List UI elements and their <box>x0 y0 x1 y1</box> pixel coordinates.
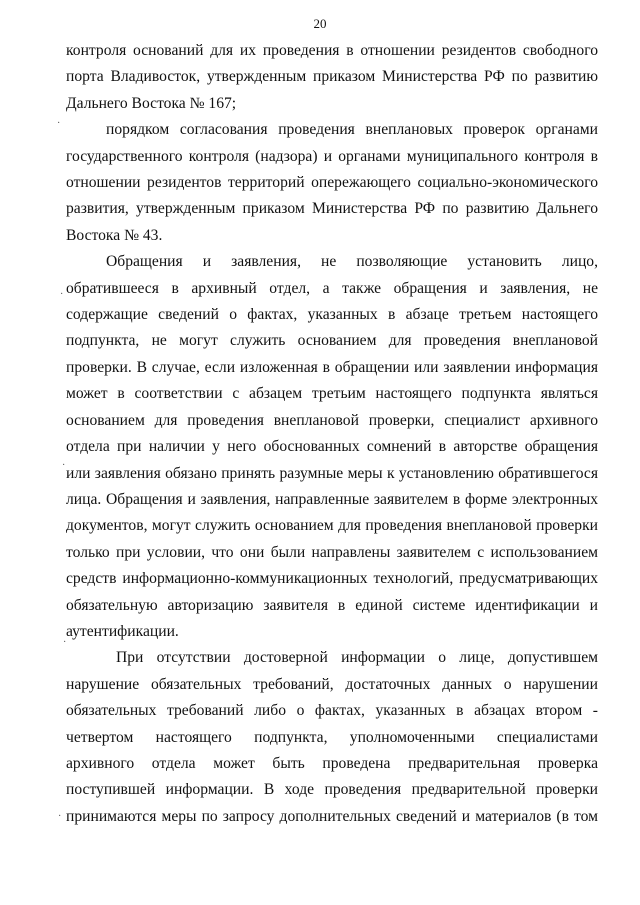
text-line: только при условии, что они были направлены заявителем с использованием <box>66 543 598 561</box>
text-line: отдела при наличии у него обоснованных сомнений в авторстве обращения <box>66 438 598 456</box>
scan-speck: · <box>58 811 62 822</box>
text-line: подпункта, не могут служить основанием для проведения внеплановой <box>66 332 598 350</box>
text-line: нарушение обязательных требований, достаточных данных о нарушении <box>66 675 598 693</box>
text-line: Дальнего Востока № 167; <box>66 94 237 112</box>
text-line: развития, утвержденным приказом Министерства РФ по развитию Дальнего <box>66 200 598 218</box>
paragraph-1 <box>66 38 598 117</box>
text-line: контроля оснований для их проведения в отношении резидентов свободного <box>66 42 598 59</box>
text-line: аутентификации. <box>66 622 179 640</box>
text-line: обязательную авторизацию заявителя в единой системе идентификации и <box>66 596 598 614</box>
text-line: содержащие сведений о фактах, указанных в абзаце третьем настоящего <box>66 306 598 324</box>
text-line: может в соответствии с абзацем третьим настоящего подпункта являться <box>66 385 598 403</box>
paragraph-3 <box>66 249 598 645</box>
text-line: четвертом настоящего подпункта, уполномоченными специалистами <box>66 728 598 746</box>
scan-speck: · <box>63 637 67 648</box>
text-line: проверки. В случае, если изложенная в обращении или заявлении информация <box>66 358 598 376</box>
document-body <box>66 38 598 830</box>
text-line: обратившееся в архивный отдел, а также обращения и заявления, не <box>66 279 598 297</box>
text-line: отношении резидентов территорий опережающего социально-экономического <box>66 174 598 192</box>
text-line: документов, могут служить основанием для проведения внеплановой проверки <box>66 517 598 535</box>
text-line: поступившей информации. В ходе проведения предварительной проверки <box>66 781 598 799</box>
text-line: При отсутствии достоверной информации о лице, допустившем <box>116 649 598 667</box>
paragraph-2 <box>66 117 598 249</box>
text-line: или заявления обязано принять разумные меры к установлению обратившегося <box>66 464 598 482</box>
text-line: основанием для проведения внеплановой проверки, специалист архивного <box>66 411 598 429</box>
text-line: порядком согласования проведения внеплановых проверок органами <box>106 121 598 139</box>
text-line: Востока № 43. <box>66 226 163 244</box>
scan-speck: · <box>62 460 66 471</box>
text-line: государственного контроля (надзора) и органами муниципального контроля в <box>66 147 598 165</box>
text-line: обязательных требований либо о фактах, указанных в абзацах втором - <box>66 702 598 720</box>
text-line: архивного отдела может быть проведена предварительная проверка <box>66 754 598 772</box>
text-line: лица. Обращения и заявления, направленные заявителем в форме электронных <box>66 490 598 508</box>
page-number: 20 <box>313 16 327 31</box>
scan-speck: · <box>60 289 64 300</box>
text-line: порта Владивосток, утвержденным приказом Министерства РФ по развитию <box>66 68 598 86</box>
text-line: Обращения и заявления, не позволяющие установить лицо, <box>106 253 598 271</box>
scan-speck: · <box>57 118 61 129</box>
paragraph-4 <box>66 645 598 830</box>
text-line: принимаются меры по запросу дополнительных сведений и материалов (в том <box>66 807 598 825</box>
text-line: средств информационно-коммуникационных технологий, предусматривающих <box>66 570 598 588</box>
